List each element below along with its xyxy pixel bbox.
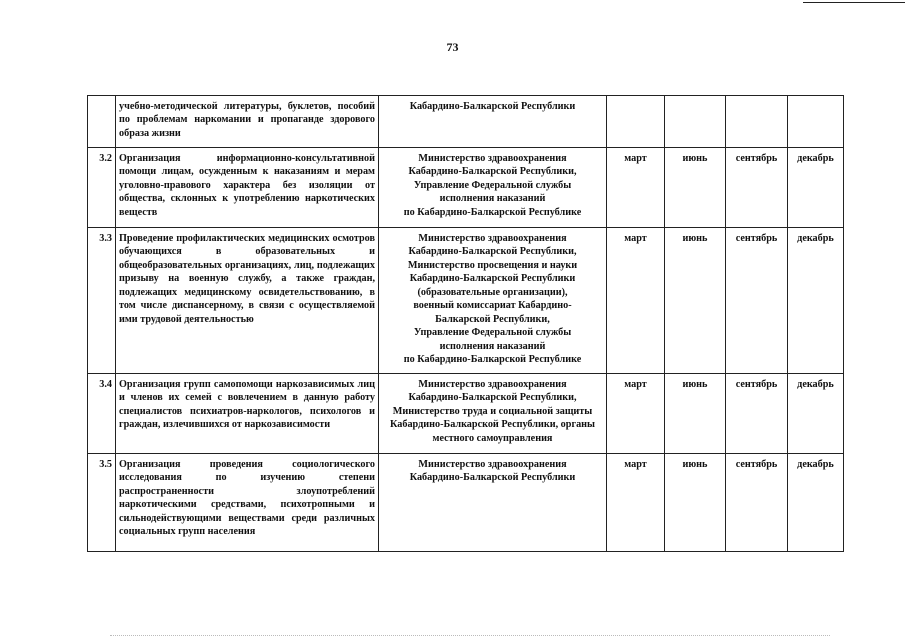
executor-line: по Кабардино-Балкарской Республике (403, 354, 582, 366)
executors-cell (379, 374, 607, 454)
executor-line: Министерство здравоохранения (418, 379, 567, 390)
executor-line: местного самоуправления (432, 432, 553, 444)
deadline-q1 (607, 96, 665, 148)
deadline-q1: март (607, 148, 665, 228)
table-row (88, 374, 844, 454)
measure-description: Проведение профилактических медицинских осмотров обучающихся в образовательных и общеобразовательных организациях, лиц, подлежащих призыву на военную службу, а также граждан, подлежащих медицинскому освидетельствованию, в том числе диспансерному, в связи с осуществляемой ими трудовой деятельностью (116, 228, 379, 374)
measures-table (87, 95, 844, 552)
item-number: 3.5 (88, 454, 116, 552)
executor-line: Кабардино-Балкарской Республики, (408, 392, 577, 404)
deadline-q2: июнь (665, 148, 726, 228)
table-body (88, 96, 844, 552)
deadline-q4: декабрь (788, 374, 844, 454)
deadline-q3 (726, 96, 788, 148)
executor-line: военный комиссариат Кабардино- (413, 300, 572, 312)
executor-line: по Кабардино-Балкарской Республике (403, 206, 582, 218)
executor-line: Кабардино-Балкарской Республики (409, 101, 576, 112)
table-row (88, 148, 844, 228)
deadline-q4: декабрь (788, 228, 844, 374)
executor-line: Министерство труда и социальной защиты (392, 405, 593, 417)
deadline-q3: сентябрь (726, 374, 788, 454)
deadline-q4: декабрь (788, 148, 844, 228)
item-number: 3.4 (88, 374, 116, 454)
deadline-q2: июнь (665, 228, 726, 374)
executor-line: Балкарской Республики, (435, 313, 550, 325)
measure-description: Организация информационно-консультативной помощи лицам, осужденным к наказаниям и мерам уголовно-правового характера без изоляции от общества, склонных к употреблению наркотических веществ (116, 148, 379, 228)
executor-line: Кабардино-Балкарской Республики, (408, 166, 577, 178)
executor-line: (образовательные организации), (417, 286, 568, 298)
top-rule (803, 2, 905, 3)
executor-line: Кабардино-Балкарской Республики, (408, 246, 577, 258)
executors-cell (379, 454, 607, 552)
executor-line: Министерство здравоохранения (418, 153, 567, 164)
executors-cell (379, 148, 607, 228)
executor-line: Кабардино-Балкарской Республики (409, 273, 576, 285)
measure-description: учебно-методической литературы, буклетов, пособий по проблемам наркомании и пропаганде здорового образа жизни (116, 96, 379, 148)
item-number: 3.3 (88, 228, 116, 374)
deadline-q1: март (607, 228, 665, 374)
item-number: 3.2 (88, 148, 116, 228)
table-row (88, 96, 844, 148)
executors-cell (379, 96, 607, 148)
deadline-q3: сентябрь (726, 228, 788, 374)
executor-line: Управление Федеральной службы (413, 179, 572, 191)
executor-line: Министерство просвещения и науки (407, 259, 578, 271)
deadline-q4 (788, 96, 844, 148)
executor-line: исполнения наказаний (439, 340, 546, 352)
measure-description: Организация групп самопомощи наркозависимых лиц и членов их семей с вовлечением в данную работу специалистов психиатров-наркологов, психологов и граждан, излечившихся от наркозависимости (116, 374, 379, 454)
executor-line: Кабардино-Балкарской Республики (409, 472, 576, 484)
deadline-q2: июнь (665, 454, 726, 552)
deadline-q1: март (607, 454, 665, 552)
bottom-scan-edge (110, 635, 830, 638)
executor-line: Кабардино-Балкарской Республики, органы (390, 419, 595, 431)
executor-line: Министерство здравоохранения (418, 233, 567, 244)
table-row (88, 454, 844, 552)
deadline-q4: декабрь (788, 454, 844, 552)
deadline-q2: июнь (665, 374, 726, 454)
executor-line: исполнения наказаний (439, 193, 546, 205)
executor-line: Министерство здравоохранения (418, 459, 567, 470)
page-number: 73 (446, 40, 459, 54)
table-row (88, 228, 844, 374)
executors-cell (379, 228, 607, 374)
deadline-q3: сентябрь (726, 148, 788, 228)
item-number (88, 96, 116, 148)
deadline-q2 (665, 96, 726, 148)
executor-line: Управление Федеральной службы (413, 327, 572, 339)
deadline-q3: сентябрь (726, 454, 788, 552)
measure-description: Организация проведения социологического исследования по изучению степени распространенности злоупотреблений наркотическими средствами, психотропными и сильнодействующими веществами среди различных социальных групп населения (116, 454, 379, 552)
deadline-q1: март (607, 374, 665, 454)
